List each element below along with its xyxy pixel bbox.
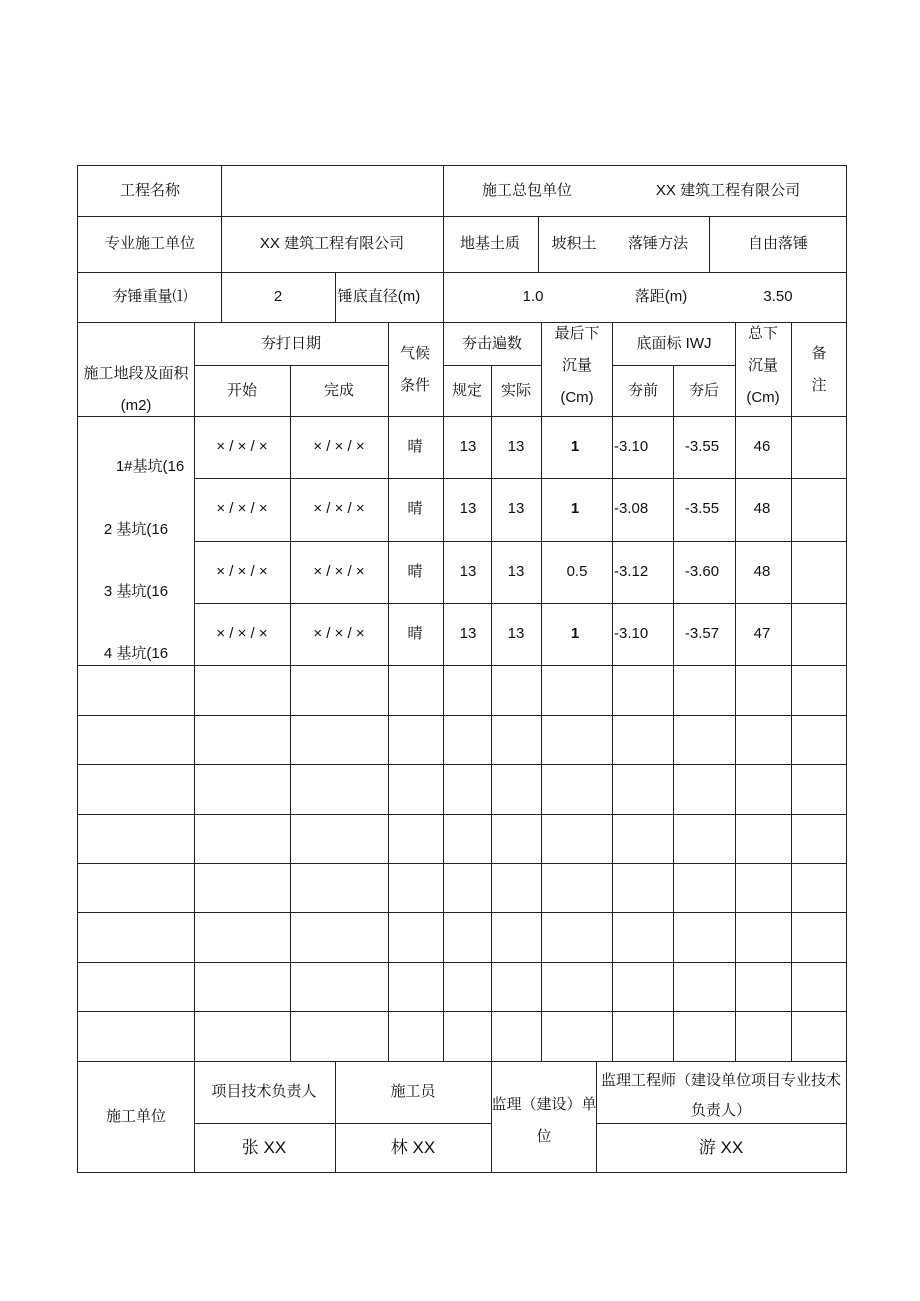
row-3-section: 3 基坑(16 [103, 583, 169, 600]
row-4-weather: 晴 [407, 625, 423, 642]
row-3-actual: 13 [507, 563, 525, 580]
col-section-area-unit: (m2) [120, 397, 152, 414]
rule [78, 272, 846, 273]
col-after: 夯后 [688, 382, 720, 399]
row-2-before: -3.08 [614, 500, 649, 517]
row-4-last: 1 [570, 625, 580, 642]
rule [791, 322, 792, 1061]
col-actual: 实际 [500, 382, 532, 399]
row-1-planned: 13 [459, 438, 477, 455]
construction-unit-label: 施工单位 [105, 1108, 167, 1125]
row-4-after: -3.57 [684, 625, 720, 642]
hammer-diameter-label: 锤底直径(m) [337, 288, 421, 305]
col-tamp-count: 夯击遍数 [461, 335, 523, 352]
rule [612, 322, 613, 1061]
rule [78, 216, 846, 217]
rule [491, 365, 492, 1061]
hammer-weight-label: 夯锤重量⑴ [112, 288, 188, 305]
specialty-unit-value: XX 建筑工程有限公司 [259, 235, 405, 252]
col-last-settle-2: 沉量 [561, 357, 593, 374]
row-3-last: 0.5 [566, 563, 588, 580]
rule [596, 1061, 597, 1173]
row-1-weather: 晴 [407, 438, 423, 455]
soil-value: 坡积土 [551, 235, 597, 252]
col-section-area: 施工地段及面积 [83, 365, 189, 382]
col-before: 夯前 [627, 382, 659, 399]
col-bottom-elev: 底面标 IWJ [636, 335, 712, 352]
row-3-total: 48 [753, 563, 771, 580]
row-1-start: × / × / × [216, 438, 268, 455]
row-1-finish: × / × / × [313, 438, 365, 455]
rule [290, 365, 291, 1061]
row-1-actual: 13 [507, 438, 525, 455]
row-1-total: 46 [753, 438, 771, 455]
row-2-weather: 晴 [407, 500, 423, 517]
row-4-section: 4 基坑(16 [103, 645, 169, 662]
col-planned: 规定 [451, 382, 483, 399]
row-2-section: 2 基坑(16 [103, 521, 169, 538]
col-finish: 完成 [323, 382, 355, 399]
rule [194, 1123, 491, 1124]
tech-lead-value: 张 XX [241, 1138, 287, 1157]
row-3-weather: 晴 [407, 563, 423, 580]
engineer-value: 游 XX [698, 1138, 744, 1157]
col-total-settle-unit: (Cm) [746, 389, 780, 406]
rule [673, 365, 674, 1061]
general-contractor-value: XX 建筑工程有限公司 [655, 182, 801, 199]
row-3-before: -3.12 [614, 563, 649, 580]
col-start: 开始 [226, 382, 258, 399]
drop-distance-label: 落距(m) [634, 288, 688, 305]
row-4-planned: 13 [459, 625, 477, 642]
hammer-weight-value: 2 [273, 288, 283, 305]
rule [335, 272, 336, 322]
row-2-total: 48 [753, 500, 771, 517]
row-3-start: × / × / × [216, 563, 268, 580]
rule [194, 541, 846, 542]
supervisor-unit-label-2: 位 [536, 1128, 552, 1145]
soil-label: 地基土质 [459, 235, 521, 252]
rule [335, 1061, 336, 1173]
col-total-settle: 总下 [747, 325, 779, 342]
drop-distance-value: 3.50 [763, 288, 793, 305]
col-last-settle: 最后下 [554, 325, 600, 342]
rule [538, 216, 539, 272]
row-4-total: 47 [753, 625, 771, 642]
col-tamp-date: 夯打日期 [260, 335, 322, 352]
col-remark: 备 [811, 345, 827, 362]
rule [596, 1123, 846, 1124]
rule [443, 365, 541, 366]
rule [221, 166, 222, 322]
rule [194, 478, 846, 479]
col-weather-2: 条件 [399, 377, 431, 394]
col-weather: 气候 [399, 345, 431, 362]
rule [443, 166, 444, 1061]
general-contractor-label: 施工总包单位 [481, 182, 573, 199]
row-2-after: -3.55 [684, 500, 720, 517]
project-name-label: 工程名称 [119, 182, 181, 199]
engineer-label-2: 负责人） [690, 1102, 752, 1119]
rule [194, 322, 195, 1173]
row-4-actual: 13 [507, 625, 525, 642]
rule [194, 603, 846, 604]
tech-lead-label: 项目技术负责人 [211, 1083, 317, 1100]
row-4-before: -3.10 [614, 625, 649, 642]
rule [491, 1061, 492, 1173]
worker-label: 施工员 [390, 1083, 436, 1100]
row-4-finish: × / × / × [313, 625, 365, 642]
supervisor-unit-label: 监理（建设）单 [491, 1096, 597, 1113]
drop-method-value: 自由落锤 [747, 235, 809, 252]
row-1-section: 1#基坑(16 [115, 458, 185, 475]
row-3-after: -3.60 [684, 563, 720, 580]
row-2-planned: 13 [459, 500, 477, 517]
rule [388, 322, 389, 1061]
drop-method-label: 落锤方法 [627, 235, 689, 252]
row-1-after: -3.55 [684, 438, 720, 455]
row-2-last: 1 [570, 500, 580, 517]
row-1-before: -3.10 [614, 438, 649, 455]
row-2-start: × / × / × [216, 500, 268, 517]
row-2-actual: 13 [507, 500, 525, 517]
col-total-settle-2: 沉量 [747, 357, 779, 374]
rule [194, 365, 388, 366]
col-last-settle-unit: (Cm) [560, 389, 594, 406]
col-remark-2: 注 [811, 377, 827, 394]
rule [541, 322, 542, 1061]
hammer-diameter-value: 1.0 [522, 288, 544, 305]
engineer-label: 监理工程师（建设单位项目专业技术 [600, 1072, 842, 1089]
row-3-planned: 13 [459, 563, 477, 580]
row-4-start: × / × / × [216, 625, 268, 642]
row-1-last: 1 [570, 438, 580, 455]
tamping-record-table [77, 165, 847, 1173]
worker-value: 林 XX [390, 1138, 436, 1157]
row-2-finish: × / × / × [313, 500, 365, 517]
rule [735, 322, 736, 1061]
specialty-unit-label: 专业施工单位 [104, 235, 196, 252]
rule [709, 216, 710, 272]
row-3-finish: × / × / × [313, 563, 365, 580]
